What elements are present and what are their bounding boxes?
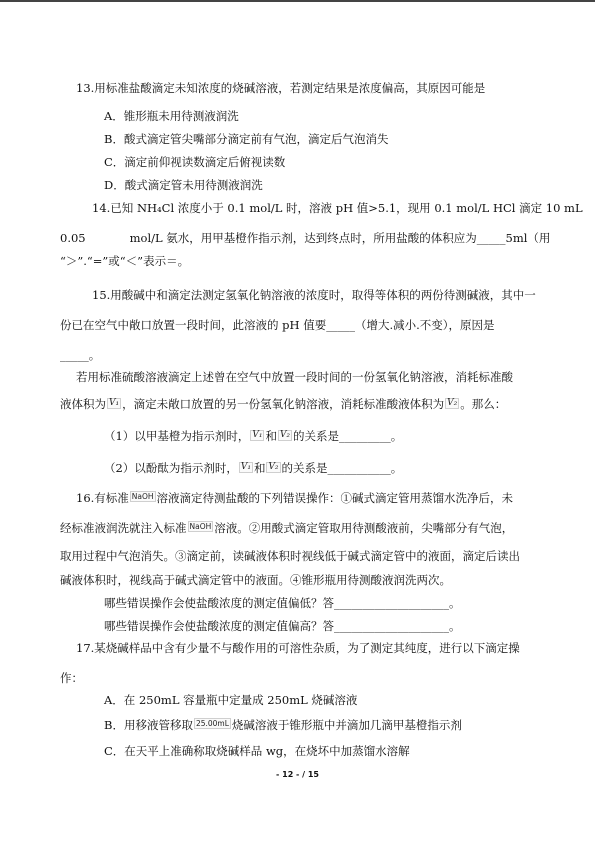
q17-option-a: A．在 250mL 容量瓶中定量成 250mL 烧碱溶液 — [104, 693, 358, 707]
volume-formula: 25.00mL — [195, 719, 229, 728]
q15-line4: 若用标准硫酸溶液滴定上述曾在空气中放置一段时间的一份氢氧化钠溶液，消耗标准酸 — [76, 370, 513, 384]
q15-part1-text-b: 和 — [265, 429, 277, 443]
q16-question-high: 哪些错误操作会使盐酸浓度的测定值偏高？答____________________。 — [104, 619, 461, 633]
q14-line2-number: 0.05 — [60, 231, 86, 245]
naoh-formula: NaOH — [189, 522, 212, 531]
page-number: - 12 - / 15 — [276, 770, 319, 779]
q14-line2 — [60, 230, 550, 246]
q14-line1: 14.已知 NH₄Cl 浓度小于 0.1 mol/L 时，溶液 pH 值>5.1，现用 0.1 mol/L HCl 滴定 10 mL — [92, 201, 583, 215]
v1-formula: V₁ — [240, 462, 251, 472]
q17-line1: 17.某烧碱样品中含有少量不与酸作用的可溶性杂质，为了测定其纯度，进行以下滴定操 — [76, 641, 520, 655]
q13-stem: 13.用标准盐酸滴定未知浓度的烧碱溶液，若测定结果是浓度偏高，其原因可能是 — [76, 81, 486, 95]
q17-option-b-text-a: B．用移液管移取 — [104, 718, 193, 732]
q15-part1-text-c: 的关系是_________。 — [293, 429, 403, 443]
v1-formula: V₁ — [252, 430, 263, 440]
q16-line1 — [76, 490, 513, 506]
naoh-formula: NaOH — [131, 492, 154, 501]
q14-line2-text: mol/L 氨水，用甲基橙作指示剂，达到终点时，所用盐酸的体积应为_____5ml（用 — [129, 231, 551, 245]
q15-part2 — [104, 460, 402, 476]
q16-line1-text-a: 16.有标准 — [76, 491, 129, 505]
v2-formula: V₂ — [447, 398, 458, 408]
q15-part2-text-c: 的关系是___________。 — [281, 461, 403, 475]
q15-line5-text-b: ，滴定未敞口放置的另一份氢氧化钠溶液，消耗标准酸液体积为 — [122, 397, 445, 411]
q17-option-c: C．在天平上准确称取烧碱样品 wg，在烧坏中加蒸馏水溶解 — [104, 744, 410, 758]
q13-option-b: B．酸式滴定管尖嘴部分滴定前有气泡，滴定后气泡消失 — [104, 132, 389, 146]
q16-line2-text-a: 经标准液润洗就注入标准 — [60, 521, 187, 535]
q16-line1-text-b: 溶液滴定待测盐酸的下列错误操作：①碱式滴定管用蒸馏水洗净后，未 — [156, 491, 514, 505]
q15-line5-text-c: 。那么： — [460, 397, 507, 411]
q17-option-b — [104, 717, 462, 733]
q16-line3: 取用过程中气泡消失。③滴定前，读碱液体积时视线低于碱式滴定管中的液面，滴定后读出 — [60, 549, 520, 563]
q17-option-b-text-b: 烧碱溶液于锥形瓶中并滴加几滴甲基橙指示剂 — [231, 718, 462, 732]
q15-line5-text-a: 液体积为 — [60, 397, 106, 411]
q15-line3: _____。 — [60, 348, 101, 362]
v1-formula: V₁ — [109, 398, 120, 408]
q15-line5 — [60, 396, 506, 412]
q13-option-c: C．滴定前仰视读数滴定后俯视读数 — [104, 155, 286, 169]
v2-formula: V₂ — [279, 430, 291, 440]
q15-line1: 15.用酸碱中和滴定法测定氢氧化钠溶液的浓度时，取得等体积的两份待测碱液，其中一 — [92, 288, 536, 302]
q16-line2 — [60, 520, 513, 536]
q15-line2: 份已在空气中敞口放置一段时间，此溶液的 pH 值要_____（增大.减小.不变），原因是 — [60, 318, 495, 332]
q14-line3: “＞”.“=”或“＜”表示＝。 — [60, 254, 190, 268]
q15-part1-text-a: （1）以甲基橙为指示剂时， — [104, 429, 250, 443]
q15-part2-text-a: （2）以酚酞为指示剂时， — [104, 461, 238, 475]
v2-formula: V₂ — [268, 462, 279, 472]
q13-option-d: D．酸式滴定管未用待测液润洗 — [104, 178, 263, 192]
q15-part2-text-b: 和 — [253, 461, 266, 475]
header-rule — [0, 0, 595, 2]
q13-option-a: A．锥形瓶未用待测液润洗 — [104, 109, 239, 123]
q16-question-low: 哪些错误操作会使盐酸浓度的测定值偏低？答____________________。 — [104, 596, 461, 610]
q16-line2-text-b: 溶液。②用酸式滴定管取用待测酸液前，尖嘴部分有气泡， — [214, 521, 514, 535]
q16-line4: 碱液体积时，视线高于碱式滴定管中的液面。④锥形瓶用待测酸液润洗两次。 — [60, 573, 451, 587]
q17-line2: 作： — [60, 671, 83, 685]
q15-part1 — [104, 428, 402, 444]
